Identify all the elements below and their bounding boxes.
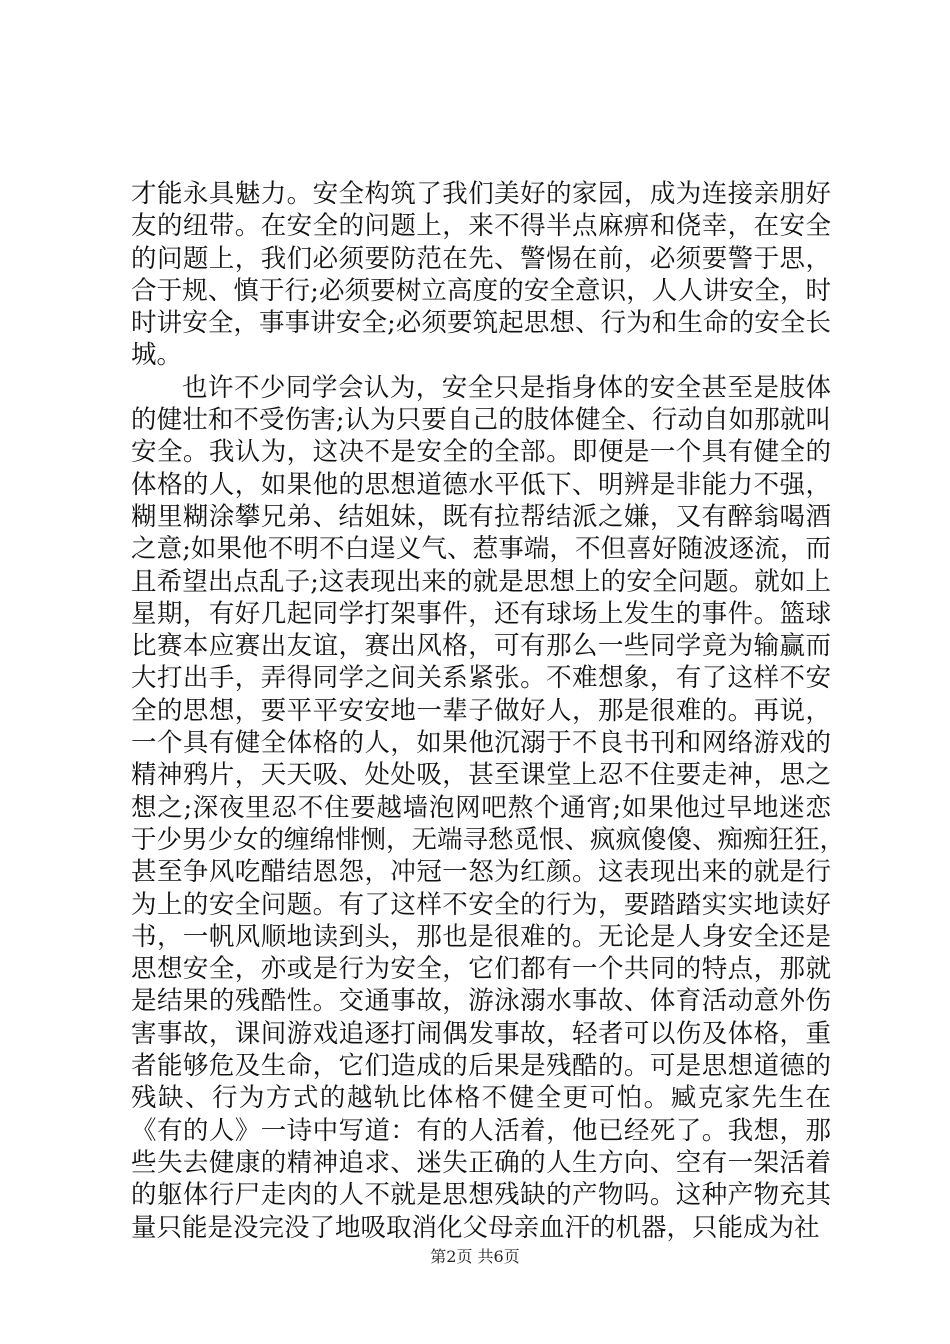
text-line: 思想安全，亦或是行为安全，它们都有一个共同的特点，那就: [131, 954, 831, 985]
text-line: 为上的安全问题。有了这样不安全的行为，要踏踏实实地读好: [131, 889, 831, 920]
text-line: 糊里糊涂攀兄弟、结姐妹，既有拉帮结派之嫌，又有醉翁喝酒: [131, 501, 831, 532]
text-line: 友的纽带。在安全的问题上，来不得半点麻痹和侥幸，在安全: [131, 211, 831, 242]
text-line: 星期，有好几起同学打架事件，还有球场上发生的事件。篮球: [131, 598, 831, 629]
text-line: 之意;如果他不明不白逞义气、惹事端，不但喜好随波逐流，而: [131, 534, 831, 565]
text-line: 残缺、行为方式的越轨比体格不健全更可怕。臧克家先生在: [131, 1083, 831, 1114]
text-line: 且希望出点乱子;这表现出来的就是思想上的安全问题。就如上: [131, 566, 831, 597]
body-text: [131, 178, 846, 1244]
text-line: 《有的人》一诗中写道：有的人活着，他已经死了。我想，那: [131, 1115, 831, 1146]
paragraph: [131, 372, 846, 1244]
text-line: 的躯体行尸走肉的人不就是思想残缺的产物吗。这种产物充其: [131, 1180, 831, 1211]
text-line: 安全。我认为，这决不是安全的全部。即便是一个具有健全的: [131, 437, 831, 468]
text-line: 城。: [131, 340, 183, 371]
text-line: 书，一帆风顺地读到头，那也是很难的。无论是人身安全还是: [131, 921, 831, 952]
text-line: 也许不少同学会认为，安全只是指身体的安全甚至是肢体: [182, 372, 831, 403]
text-line: 时讲安全，事事讲安全;必须要筑起思想、行为和生命的安全长: [131, 308, 831, 339]
text-line: 于少男少女的缠绵悱恻，无端寻愁觅恨、疯疯傻傻、痴痴狂狂，: [131, 824, 846, 855]
text-line: 大打出手，弄得同学之间关系紧张。不难想象，有了这样不安: [131, 663, 831, 694]
text-line: 才能永具魅力。安全构筑了我们美好的家园，成为连接亲朋好: [131, 179, 831, 209]
text-line: 全的思想，要平平安安地一辈子做好人，那是很难的。再说，: [131, 695, 831, 726]
text-line: 甚至争风吃醋结恩怨，冲冠一怒为红颜。这表现出来的就是行: [131, 857, 831, 888]
text-line: 一个具有健全体格的人，如果他沉溺于不良书刊和网络游戏的: [131, 728, 831, 759]
text-line: 者能够危及生命，它们造成的后果是残酷的。可是思想道德的: [131, 1051, 831, 1082]
text-line: 体格的人，如果他的思想道德水平低下、明辨是非能力不强，: [131, 469, 831, 500]
text-line: 比赛本应赛出友谊，赛出风格，可有那么一些同学竟为输赢而: [131, 631, 831, 662]
text-line: 些失去健康的精神追求、迷失正确的人生方向、空有一架活着: [131, 1147, 831, 1178]
paragraph: [131, 178, 831, 372]
text-line: 量只能是没完没了地吸取消化父母亲血汗的机器，只能成为社: [131, 1212, 820, 1243]
text-line: 的问题上，我们必须要防范在先、警惕在前，必须要警于思，: [131, 243, 831, 274]
text-line: 是结果的残酷性。交通事故，游泳溺水事故、体育活动意外伤: [131, 986, 831, 1017]
text-line: 的健壮和不受伤害;认为只要自己的肢体健全、行动自如那就叫: [131, 405, 831, 436]
page-footer: 第2页 共6页: [430, 1247, 520, 1266]
text-line: 精神鸦片，天天吸、处处吸，甚至课堂上忍不住要走神，思之: [131, 760, 831, 791]
text-line: 害事故，课间游戏追逐打闹偶发事故，轻者可以伤及体格，重: [131, 1018, 831, 1049]
text-line: 合于规、慎于行;必须要树立高度的安全意识，人人讲安全，时: [131, 275, 831, 306]
text-line: 想之;深夜里忍不住要越墙泡网吧熬个通宵;如果他过早地迷恋: [131, 792, 831, 823]
